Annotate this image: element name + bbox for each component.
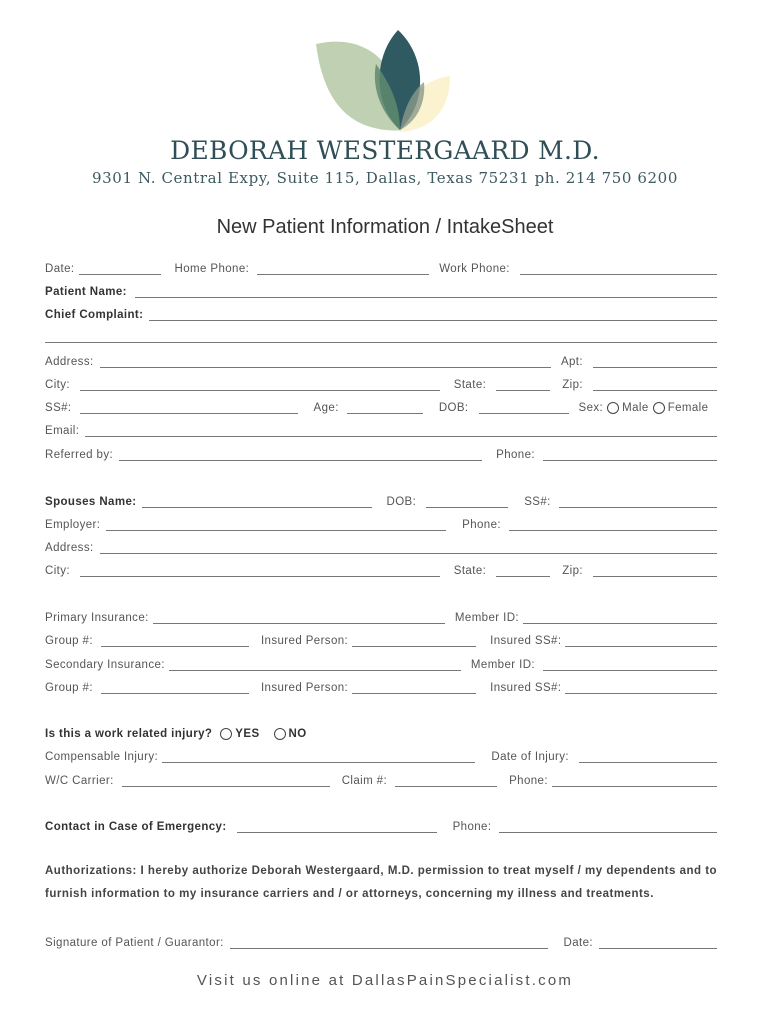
referred-by-field[interactable] xyxy=(119,448,482,461)
compensable-injury-label: Compensable Injury: xyxy=(45,751,159,763)
primary-group-field[interactable] xyxy=(101,634,249,647)
no-label: NO xyxy=(288,728,307,740)
spouses-name-label: Spouses Name: xyxy=(45,496,137,508)
chief-complaint-field[interactable] xyxy=(149,308,717,321)
zip-label: Zip: xyxy=(562,379,583,391)
yes-label: YES xyxy=(235,728,260,740)
date-label: Date: xyxy=(45,263,75,275)
signature-date-label: Date: xyxy=(563,937,593,949)
chief-complaint-label: Chief Complaint: xyxy=(45,309,144,321)
female-radio[interactable] xyxy=(653,402,665,414)
signature-field[interactable] xyxy=(230,936,548,949)
secondary-group-field[interactable] xyxy=(101,681,249,694)
primary-member-id-label: Member ID: xyxy=(454,612,519,624)
wc-phone-label: Phone: xyxy=(509,775,548,787)
row-city xyxy=(45,375,717,391)
row-compensable xyxy=(45,747,717,763)
primary-insured-ss-field[interactable] xyxy=(565,634,717,647)
employer-field[interactable] xyxy=(106,518,446,531)
spouse-ss-label: SS#: xyxy=(524,496,551,508)
spouse-dob-field[interactable] xyxy=(426,495,508,508)
claim-label: Claim #: xyxy=(341,775,388,787)
row-primary-insurance xyxy=(45,608,717,624)
primary-insured-person-label: Insured Person: xyxy=(260,635,349,647)
spouses-name-field[interactable] xyxy=(142,495,372,508)
primary-insured-person-field[interactable] xyxy=(352,634,476,647)
authorization-line-2: furnish information to my insurance carriers and / or attorneys, concerning my illness and treatments. xyxy=(45,888,654,900)
row-emergency xyxy=(45,817,717,833)
age-field[interactable] xyxy=(347,401,423,414)
spouse-city-label: City: xyxy=(45,565,70,577)
date-of-injury-label: Date of Injury: xyxy=(491,751,569,763)
secondary-insurance-field[interactable] xyxy=(169,658,461,671)
referred-by-label: Referred by: xyxy=(45,449,114,461)
row-spouse-name xyxy=(45,492,717,508)
spouse-city-field[interactable] xyxy=(80,564,440,577)
claim-field[interactable] xyxy=(395,774,497,787)
female-label: Female xyxy=(667,402,709,414)
date-of-injury-field[interactable] xyxy=(579,750,717,763)
signature-date-field[interactable] xyxy=(599,936,717,949)
patient-name-field[interactable] xyxy=(135,285,717,298)
row-secondary-insurance xyxy=(45,655,717,671)
primary-insurance-label: Primary Insurance: xyxy=(45,612,149,624)
row-work-injury xyxy=(45,724,717,740)
secondary-insurance-label: Secondary Insurance: xyxy=(45,659,165,671)
secondary-insured-ss-field[interactable] xyxy=(565,681,717,694)
row-spouse-address xyxy=(45,538,717,554)
work-phone-field[interactable] xyxy=(520,262,717,275)
row-patient-name xyxy=(45,282,717,298)
employer-label: Employer: xyxy=(45,519,101,531)
apt-label: Apt: xyxy=(560,356,583,368)
apt-field[interactable] xyxy=(593,355,717,368)
yes-radio[interactable] xyxy=(220,728,232,740)
wc-carrier-label: W/C Carrier: xyxy=(45,775,114,787)
dob-field[interactable] xyxy=(479,401,569,414)
date-field[interactable] xyxy=(79,262,161,275)
website-footer: Visit us online at DallasPainSpecialist.com xyxy=(196,972,574,989)
row-wc-carrier xyxy=(45,771,717,787)
signature-label: Signature of Patient / Guarantor: xyxy=(45,937,224,949)
form-title: New Patient Information / IntakeSheet xyxy=(216,216,554,238)
spouse-zip-label: Zip: xyxy=(562,565,583,577)
row-ss-age-dob-sex xyxy=(45,398,717,414)
row-primary-group xyxy=(45,631,717,647)
row-secondary-group xyxy=(45,678,717,694)
practice-name: DEBORAH WESTERGAARD M.D. xyxy=(170,136,600,165)
row-email xyxy=(45,421,717,437)
row-employer xyxy=(45,515,717,531)
state-field[interactable] xyxy=(496,378,550,391)
spouse-zip-field[interactable] xyxy=(593,564,717,577)
emergency-phone-label: Phone: xyxy=(452,821,492,833)
zip-field[interactable] xyxy=(593,378,717,391)
emergency-phone-field[interactable] xyxy=(499,820,717,833)
spouse-address-label: Address: xyxy=(45,542,94,554)
leaf-logo xyxy=(300,24,470,134)
city-field[interactable] xyxy=(80,378,440,391)
employer-phone-field[interactable] xyxy=(509,518,717,531)
ss-label: SS#: xyxy=(45,402,72,414)
row-date-phones xyxy=(45,259,717,275)
secondary-insured-person-field[interactable] xyxy=(352,681,476,694)
email-label: Email: xyxy=(45,425,80,437)
chief-complaint-line-2[interactable] xyxy=(45,342,717,343)
sex-label: Sex: xyxy=(578,402,604,414)
city-label: City: xyxy=(45,379,70,391)
address-label: Address: xyxy=(45,356,94,368)
age-label: Age: xyxy=(313,402,339,414)
state-label: State: xyxy=(453,379,487,391)
primary-group-label: Group #: xyxy=(45,635,93,647)
primary-insurance-field[interactable] xyxy=(153,611,445,624)
secondary-member-id-label: Member ID: xyxy=(470,659,535,671)
secondary-insured-person-label: Insured Person: xyxy=(260,682,349,694)
practice-address: 9301 N. Central Expy, Suite 115, Dallas, Texas 75231 ph. 214 750 6200 xyxy=(92,169,678,187)
spouse-ss-field[interactable] xyxy=(559,495,717,508)
row-chief-complaint xyxy=(45,305,717,321)
row-spouse-city xyxy=(45,561,717,577)
emergency-contact-label: Contact in Case of Emergency: xyxy=(45,821,227,833)
secondary-member-id-field[interactable] xyxy=(543,658,717,671)
email-field[interactable] xyxy=(85,424,717,437)
emergency-contact-field[interactable] xyxy=(237,820,437,833)
authorization-text xyxy=(45,860,735,906)
wc-phone-field[interactable] xyxy=(552,774,717,787)
wc-carrier-field[interactable] xyxy=(122,774,330,787)
secondary-group-label: Group #: xyxy=(45,682,93,694)
spouse-state-field[interactable] xyxy=(496,564,550,577)
referrer-phone-field[interactable] xyxy=(543,448,717,461)
spouse-dob-label: DOB: xyxy=(386,496,417,508)
dob-label: DOB: xyxy=(438,402,469,414)
row-referred xyxy=(45,445,717,461)
compensable-injury-field[interactable] xyxy=(162,750,475,763)
home-phone-field[interactable] xyxy=(257,262,429,275)
row-signature xyxy=(45,933,717,949)
work-injury-question: Is this a work related injury? xyxy=(45,728,213,740)
row-address xyxy=(45,352,717,368)
address-field[interactable] xyxy=(100,355,551,368)
male-label: Male xyxy=(622,402,649,414)
male-radio[interactable] xyxy=(607,402,619,414)
employer-phone-label: Phone: xyxy=(462,519,501,531)
secondary-insured-ss-label: Insured SS#: xyxy=(490,682,562,694)
work-phone-label: Work Phone: xyxy=(439,263,510,275)
home-phone-label: Home Phone: xyxy=(174,263,250,275)
primary-member-id-field[interactable] xyxy=(523,611,717,624)
no-radio[interactable] xyxy=(274,728,286,740)
primary-insured-ss-label: Insured SS#: xyxy=(490,635,562,647)
authorization-line-1: Authorizations: I hereby authorize Deborah Westergaard, M.D. permission to treat myself / my dependents and to xyxy=(45,865,718,877)
spouse-state-label: State: xyxy=(453,565,487,577)
spouse-address-field[interactable] xyxy=(100,541,717,554)
patient-name-label: Patient Name: xyxy=(45,286,127,298)
ss-field[interactable] xyxy=(80,401,298,414)
referrer-phone-label: Phone: xyxy=(496,449,535,461)
